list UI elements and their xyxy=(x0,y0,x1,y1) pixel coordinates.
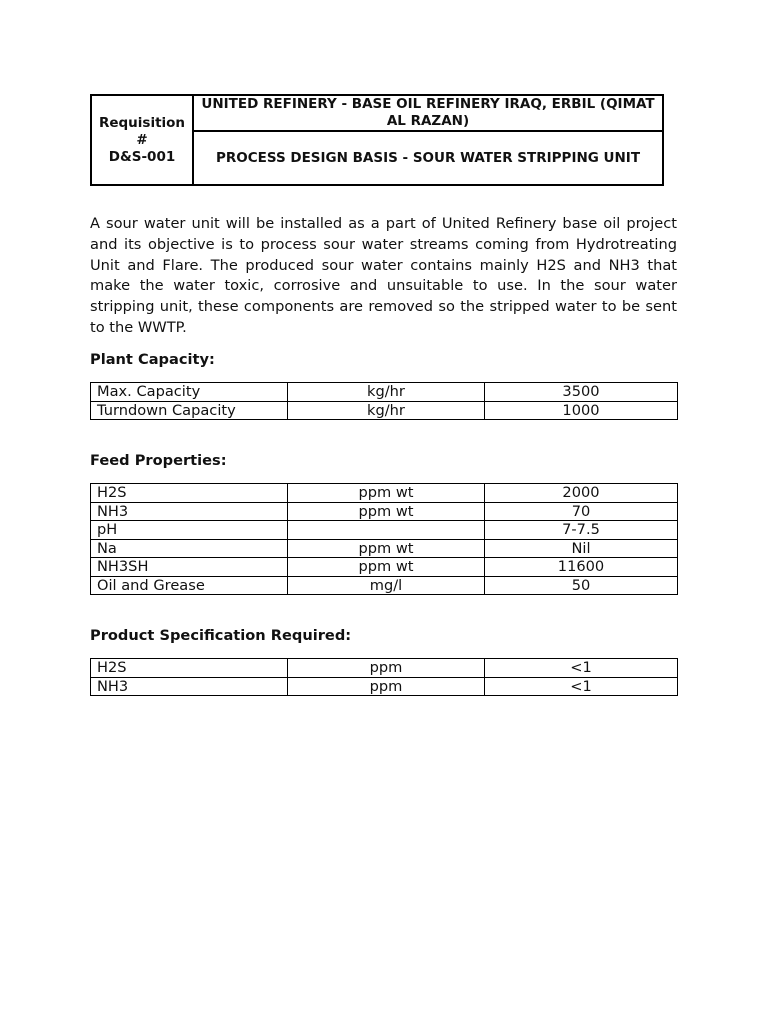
unit-cell: mg/l xyxy=(288,576,485,595)
unit-cell: ppm wt xyxy=(288,484,485,503)
feed-properties-table xyxy=(90,483,678,595)
company-title: UNITED REFINERY - BASE OIL REFINERY IRAQ, ERBIL (QIMAT AL RAZAN) xyxy=(193,95,663,131)
document-title: PROCESS DESIGN BASIS - SOUR WATER STRIPPING UNIT xyxy=(193,131,663,185)
value-cell: <1 xyxy=(485,659,678,678)
plant-capacity-heading: Plant Capacity: xyxy=(90,351,215,368)
parameter-cell: Oil and Grease xyxy=(91,576,288,595)
product-specification-heading: Product Specification Required: xyxy=(90,627,352,644)
table-row xyxy=(91,383,678,402)
parameter-cell: Na xyxy=(91,539,288,558)
value-cell: 70 xyxy=(485,502,678,521)
parameter-cell: NH3 xyxy=(91,502,288,521)
value-cell: 1000 xyxy=(485,401,678,420)
table-row xyxy=(91,558,678,577)
document-header-table xyxy=(90,94,664,186)
parameter-cell: NH3SH xyxy=(91,558,288,577)
table-row xyxy=(91,659,678,678)
value-cell: 7-7.5 xyxy=(485,521,678,540)
value-cell: 3500 xyxy=(485,383,678,402)
table-row xyxy=(91,539,678,558)
value-cell: 50 xyxy=(485,576,678,595)
value-cell: 2000 xyxy=(485,484,678,503)
requisition-label: Requisition # xyxy=(98,114,186,148)
unit-cell: ppm wt xyxy=(288,558,485,577)
unit-cell: kg/hr xyxy=(288,401,485,420)
parameter-cell: Max. Capacity xyxy=(91,383,288,402)
table-row xyxy=(91,401,678,420)
parameter-cell: NH3 xyxy=(91,677,288,696)
requisition-number: D&S-001 xyxy=(108,148,176,165)
table-row xyxy=(91,677,678,696)
unit-cell: ppm xyxy=(288,677,485,696)
table-row xyxy=(91,576,678,595)
unit-cell: ppm xyxy=(288,659,485,678)
value-cell: Nil xyxy=(485,539,678,558)
unit-cell: ppm wt xyxy=(288,539,485,558)
unit-cell: kg/hr xyxy=(288,383,485,402)
feed-properties-heading: Feed Properties: xyxy=(90,452,227,469)
value-cell: 11600 xyxy=(485,558,678,577)
unit-cell xyxy=(288,521,485,540)
requisition-cell xyxy=(91,95,193,185)
parameter-cell: H2S xyxy=(91,659,288,678)
value-cell: <1 xyxy=(485,677,678,696)
parameter-cell: H2S xyxy=(91,484,288,503)
intro-paragraph: A sour water unit will be installed as a part of United Refinery base oil project and its objective is to process sour water streams coming from Hydrotreating Unit and Flare. The produced sour water contains mainly H2S and NH3 that make the water toxic, corrosive and unsuitable to use. In the sour water stripping unit, these components are removed so the stripped water to be sent to the WWTP. xyxy=(90,215,677,336)
table-row xyxy=(91,521,678,540)
plant-capacity-table xyxy=(90,382,678,420)
table-row xyxy=(91,502,678,521)
table-row xyxy=(91,484,678,503)
product-specification-table xyxy=(90,658,678,696)
parameter-cell: pH xyxy=(91,521,288,540)
unit-cell: ppm wt xyxy=(288,502,485,521)
parameter-cell: Turndown Capacity xyxy=(91,401,288,420)
